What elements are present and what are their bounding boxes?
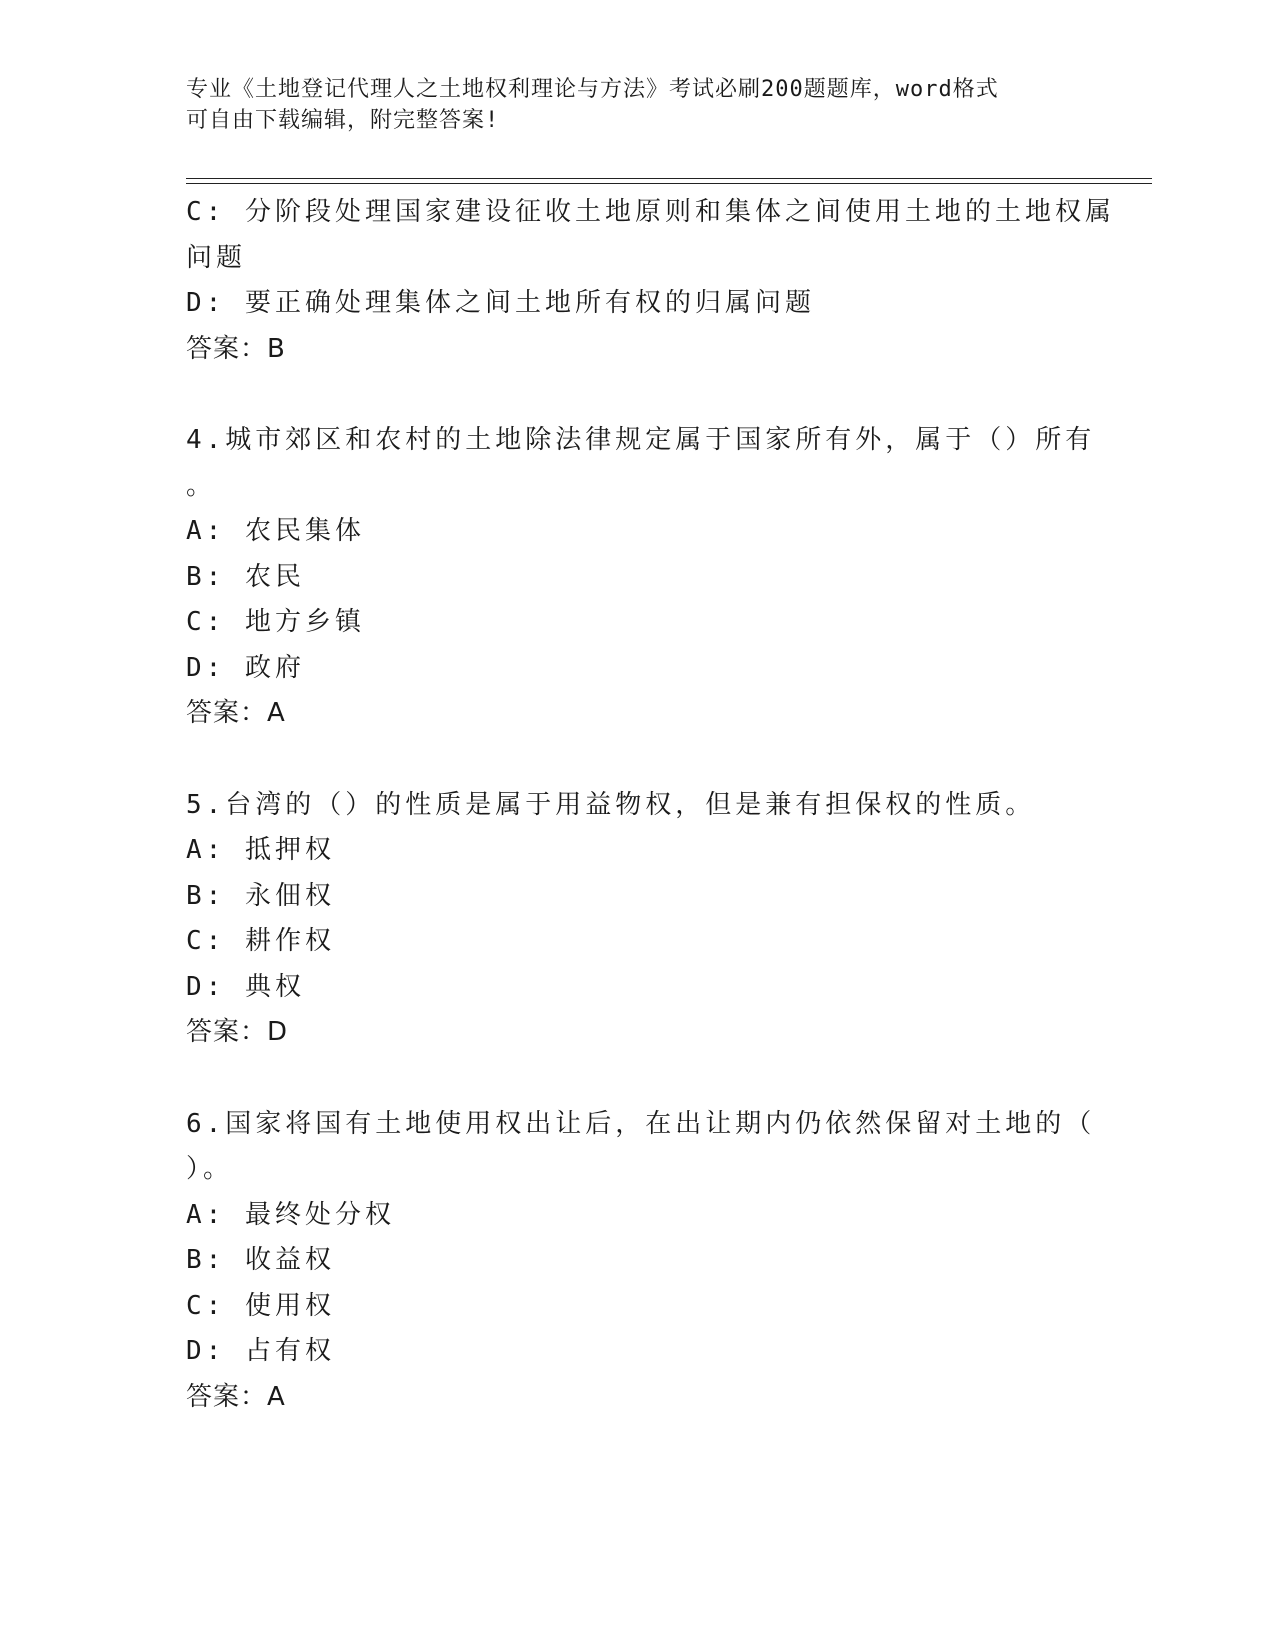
spacer [186,737,1066,783]
option-b: B: 农民 [186,561,305,592]
option-a: A: 抵押权 [186,835,335,865]
question-stem-line-1: 4.城市郊区和农村的土地除法律规定属于国家所有外，属于（）所有 [186,425,1096,455]
option-d: D: 典权 [186,971,305,1002]
question-stem-line-1: 5.台湾的（）的性质是属于用益物权，但是兼有担保权的性质。 [186,789,1036,820]
document-body [186,190,1115,1420]
option-c: C: 使用权 [186,1290,335,1321]
option-d: D: 政府 [186,652,305,683]
question-stem-line-1: 6.国家将国有土地使用权出让后，在出让期内仍依然保留对土地的（ [186,1108,1096,1139]
spacer [186,1056,1066,1102]
question-stem-line-2: 。 [186,470,217,501]
question-stem-line-2: ）。 [186,1154,234,1184]
option-a: A: 最终处分权 [186,1199,395,1230]
answer: 答案：A [186,1381,286,1412]
question-6 [186,1102,1096,1421]
answer: 答案：D [186,1017,289,1047]
option-a: A: 农民集体 [186,516,365,546]
question-4 [186,418,1096,737]
option-b: B: 永佃权 [186,880,335,911]
question-5 [186,783,1066,1056]
answer: 答案：B [186,333,286,364]
header-divider-top [186,178,1152,179]
header-title-line-1: 专业《土地登记代理人之土地权利理论与方法》考试必刷200题题库，word格式 [186,77,999,102]
header-title-line-2: 可自由下载编辑，附完整答案! [186,108,500,133]
option-c: C: 耕作权 [186,926,335,956]
spacer [186,372,1066,418]
option-c-line-1: C: 分阶段处理国家建设征收土地原则和集体之间使用土地的土地权属 [186,197,1115,227]
option-c: C: 地方乡镇 [186,607,365,637]
option-b: B: 收益权 [186,1245,335,1275]
header-divider-bottom [186,183,1152,184]
document-header [186,74,1066,136]
option-c-line-2: 问题 [186,242,247,273]
question-3-continued [186,190,1115,372]
option-d: D: 占有权 [186,1336,335,1366]
answer: 答案：A [186,698,286,728]
option-d: D: 要正确处理集体之间土地所有权的归属问题 [186,288,815,318]
